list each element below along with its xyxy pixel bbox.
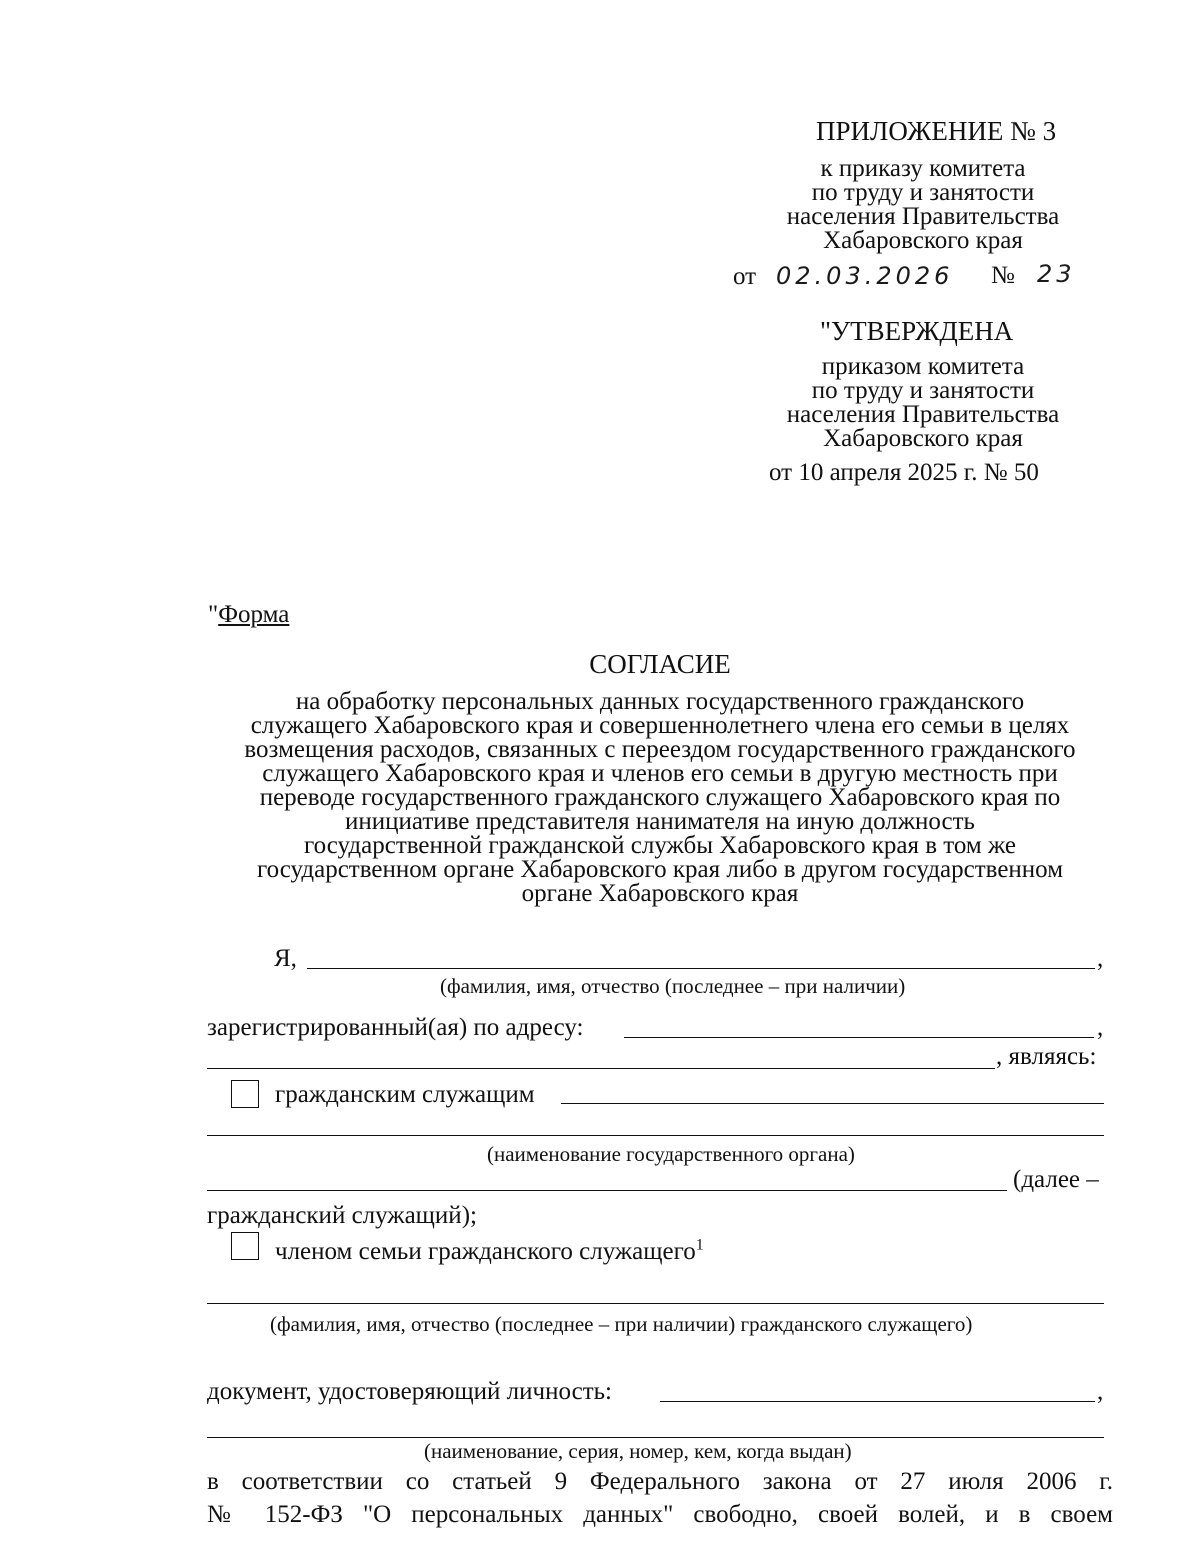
further-label: (далее – — [1013, 1166, 1099, 1193]
appendix-title: ПРИЛОЖЕНИЕ № 3 — [816, 116, 1057, 146]
comma: , — [1097, 1014, 1104, 1041]
form-subtitle — [160, 690, 1160, 906]
servant-fio-field-line[interactable] — [207, 1303, 1104, 1304]
subtitle-line: государственной гражданской службы Хабаровского края в том же — [303, 832, 1017, 859]
approved-date: от 10 апреля 2025 г. № 50 — [769, 459, 1039, 486]
form-label-quote: " — [208, 601, 219, 628]
body-line: № 152-ФЗ "О персональных данных" свободно, своей волей, и в своем — [207, 1501, 1113, 1528]
civil-servant-tail: гражданский служащий); — [207, 1202, 477, 1229]
approved-line: приказом комитета — [821, 353, 1025, 380]
civil-servant-option: гражданским служащим — [275, 1081, 535, 1108]
id-doc-label: документ, удостоверяющий личность: — [207, 1378, 612, 1405]
org-hint: (наименование государственного органа) — [487, 1142, 855, 1166]
comma: , — [1097, 1378, 1104, 1405]
family-member-checkbox[interactable] — [231, 1232, 259, 1260]
approved-line: населения Правительства — [786, 401, 1060, 428]
civil-servant-checkbox[interactable] — [231, 1080, 259, 1108]
subtitle-line: на обработку персональных данных государственного гражданского — [295, 688, 1025, 715]
appendix-line: к приказу комитета — [820, 155, 1026, 182]
family-member-option — [275, 1236, 704, 1265]
subtitle-line: служащего Хабаровского края и совершеннолетнего члена его семьи в целях — [250, 712, 1070, 739]
form-label-text: Форма — [218, 601, 290, 628]
i-label: Я, — [274, 945, 297, 972]
address-label: зарегистрированный(ая) по адресу: — [207, 1014, 584, 1041]
civil-servant-field-line[interactable] — [561, 1103, 1104, 1104]
appendix-lines — [763, 157, 1083, 253]
being-label: , являясь: — [996, 1043, 1097, 1070]
order-prefix: от — [733, 263, 757, 290]
comma: , — [1097, 945, 1104, 972]
order-no-label: № — [991, 262, 1015, 289]
subtitle-line: переводе государственного гражданского служащего Хабаровского края по — [259, 784, 1061, 811]
address-field-line[interactable] — [624, 1037, 1094, 1038]
org-field-line-2[interactable] — [207, 1190, 1007, 1191]
appendix-line: населения Правительства — [786, 203, 1060, 230]
appendix-line: Хабаровского края — [823, 227, 1023, 254]
order-date: 02.03.2026 — [776, 262, 954, 290]
approved-title: "УТВЕРЖДЕНА — [820, 316, 1014, 346]
fio-field-line[interactable] — [307, 968, 1095, 969]
subtitle-line: возмещения расходов, связанных с переездом государственного гражданского — [244, 736, 1076, 763]
subtitle-line: инициативе представителя нанимателя на иную должность — [345, 808, 975, 835]
subtitle-line: органе Хабаровского края — [521, 880, 799, 907]
appendix-line: по труду и занятости — [811, 179, 1035, 206]
org-field-line[interactable] — [207, 1135, 1104, 1136]
id-doc-field-line-2[interactable] — [207, 1437, 1104, 1438]
order-number: 23 — [1037, 260, 1076, 288]
form-label — [208, 603, 289, 627]
fio-hint: (фамилия, имя, отчество (последнее – при наличии) — [440, 974, 906, 998]
subtitle-line: государственном органе Хабаровского края либо в другом государственном — [256, 856, 1064, 883]
approved-line: Хабаровского края — [823, 425, 1023, 452]
address-field-line-2[interactable] — [207, 1068, 995, 1069]
id-doc-hint: (наименование, серия, номер, кем, когда выдан) — [424, 1439, 852, 1463]
family-member-text: членом семьи гражданского служащего — [275, 1238, 696, 1265]
form-title: СОГЛАСИЕ — [589, 649, 731, 679]
id-doc-field-line[interactable] — [660, 1401, 1095, 1402]
body-line: в соответствии со статьей 9 Федерального закона от 27 июля 2006 г. — [207, 1468, 1113, 1495]
subtitle-line: служащего Хабаровского края и членов его семьи в другую местность при — [262, 760, 1058, 787]
approved-line: по труду и занятости — [811, 377, 1035, 404]
approved-lines — [763, 355, 1083, 451]
footnote-mark: 1 — [695, 1236, 704, 1254]
servant-fio-hint: (фамилия, имя, отчество (последнее – при наличии) гражданского служащего) — [270, 1312, 973, 1336]
